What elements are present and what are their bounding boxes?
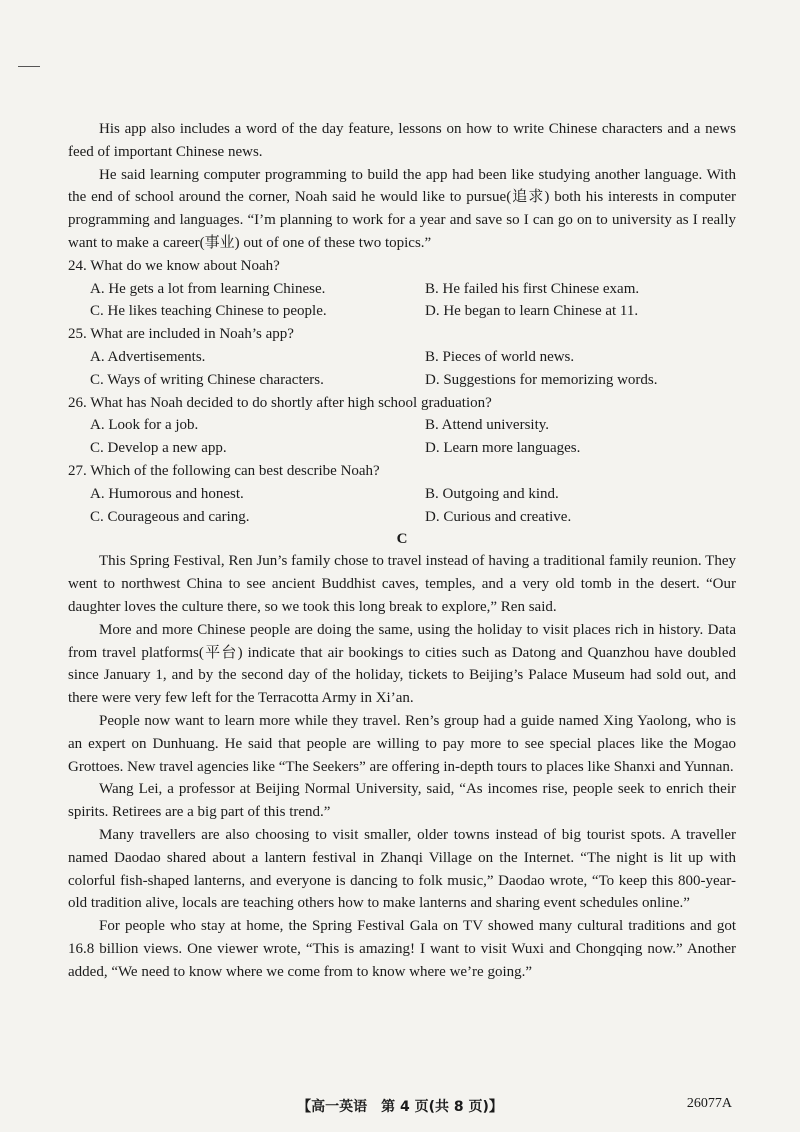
option-c: C. Courageous and caring. xyxy=(90,508,250,525)
option-b: B. Attend university. xyxy=(425,417,550,434)
option-d: D. Suggestions for memorizing words. xyxy=(425,371,658,388)
passage-c-paragraph: For people who stay at home, the Spring Festival Gala on TV showed many cultural traditions and got 16.8 billion views. One viewer wrote, “This is amazing! I want to visit Wuxi and Chongqing now.” Another added, “We need to know where we come from to know where we’re going.” xyxy=(68,918,736,980)
question-stem: 27. Which of the following can best describe Noah? xyxy=(68,462,380,479)
question-stem: 24. What do we know about Noah? xyxy=(68,257,280,274)
passage-b-paragraph: His app also includes a word of the day feature, lessons on how to write Chinese characters and a news feed of important Chinese news. xyxy=(68,121,736,160)
options-grid xyxy=(68,346,736,392)
passage-c-paragraph: More and more Chinese people are doing the same, using the holiday to visit places rich in history. Data from travel platforms(平台) indicate that air bookings to cities such as Datong and Quanzhou have doubled since January 1, and by the second day of the holiday, tickets to Beijing’s Palace Museum had sold out, and there were very few left for the Terracotta Army in Xi’an. xyxy=(68,621,736,707)
passage-c-paragraph: Wang Lei, a professor at Beijing Normal University, said, “As incomes rise, people seek to enrich their spirits. Retirees are a big part of this trend.” xyxy=(68,781,736,821)
passage-b-paragraph: He said learning computer programming to build the app had been like studying another language. With the end of school around the corner, Noah said he would like to pursue(追求) both his interests in computer programming and languages. “I’m planning to work for a year and save so I can go on to university as I really want to make a career(事业) out of one of these two topics.” xyxy=(68,166,736,251)
option-b: B. Outgoing and kind. xyxy=(425,485,559,502)
options-grid xyxy=(68,483,736,529)
page-number-label: 【高一英语 第 4 页(共 8 页)】 xyxy=(297,1099,503,1115)
option-a: A. He gets a lot from learning Chinese. xyxy=(90,280,326,297)
question-26 xyxy=(68,392,736,460)
page-footer xyxy=(0,1096,800,1120)
options-grid xyxy=(68,278,736,324)
question-25 xyxy=(68,323,736,391)
options-grid xyxy=(68,414,736,460)
option-d: D. He began to learn Chinese at 11. xyxy=(425,303,639,320)
question-27 xyxy=(68,460,736,528)
question-24 xyxy=(68,255,736,323)
question-stem: 26. What has Noah decided to do shortly after high school graduation? xyxy=(68,394,492,411)
option-b: B. Pieces of world news. xyxy=(425,348,575,365)
option-a: A. Advertisements. xyxy=(90,348,206,365)
passage-c-paragraph: People now want to learn more while they travel. Ren’s group had a guide named Xing Yaolong, who is an expert on Dunhuang. He said that people are willing to pay more to see special places like the Mogao Grottoes. New travel agencies like “The Seekers” are offering in-depth tours to places like Shanxi and Yunnan. xyxy=(68,712,736,775)
scan-mark xyxy=(18,66,40,67)
option-a: A. Humorous and honest. xyxy=(90,485,244,502)
option-c: C. Ways of writing Chinese characters. xyxy=(90,371,324,388)
option-b: B. He failed his first Chinese exam. xyxy=(425,280,640,297)
section-heading: C xyxy=(396,531,408,548)
passage-c-paragraph: This Spring Festival, Ren Jun’s family chose to travel instead of having a traditional family reunion. They went to northwest China to see ancient Buddhist caves, temples, and a very old tomb in the desert. “Our daughter loves the culture there, so we took this long break to explore,” Ren said. xyxy=(68,553,736,615)
exam-code: 26077A xyxy=(686,1096,732,1111)
option-d: D. Learn more languages. xyxy=(425,440,581,457)
option-a: A. Look for a job. xyxy=(90,417,199,434)
option-c: C. He likes teaching Chinese to people. xyxy=(90,303,327,320)
option-c: C. Develop a new app. xyxy=(90,440,227,457)
passage-c-paragraph: Many travellers are also choosing to visit smaller, older towns instead of big tourist spots. A traveller named Daodao shared about a lantern festival in Zhanqi Village on the Internet. “The night is lit up with colorful fish-shaped lanterns, and everyone is dancing to folk music,” Daodao wrote, “To keep this 800-year-old tradition alive, locals are teaching others how to make lanterns and sharing event schedules online.” xyxy=(68,826,736,912)
option-d: D. Curious and creative. xyxy=(425,508,572,525)
question-stem: 25. What are included in Noah’s app? xyxy=(68,326,294,343)
exam-page xyxy=(68,118,736,983)
